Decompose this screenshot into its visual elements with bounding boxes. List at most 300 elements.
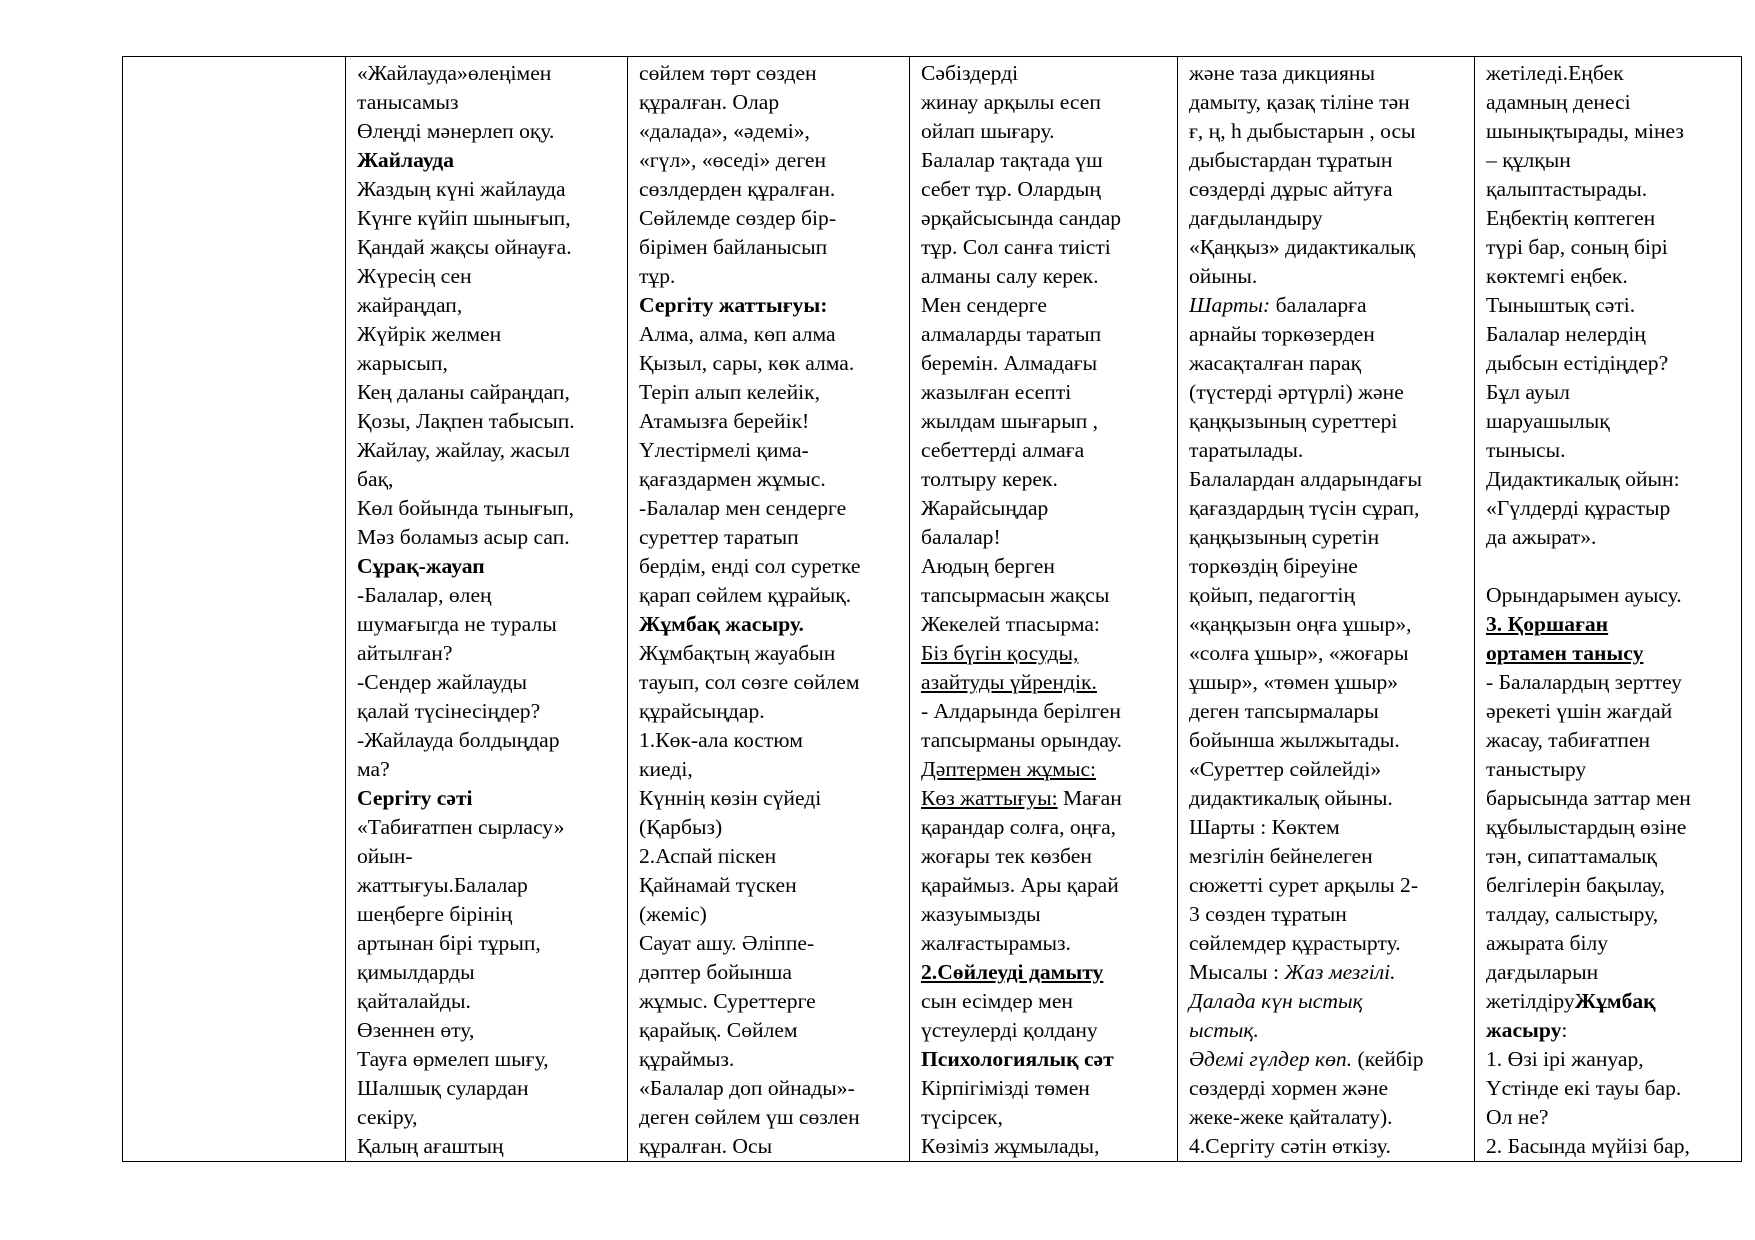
text-segment: жарысып,: [357, 351, 448, 375]
text-line: [357, 929, 623, 958]
text-line: [1486, 378, 1737, 407]
text-line: [639, 1045, 905, 1074]
text-line: [921, 1103, 1173, 1132]
text-line: [639, 755, 905, 784]
text-segment: -Жайлауда болдыңдар: [357, 728, 560, 752]
text-line: [1189, 1045, 1470, 1074]
text-segment: тапсырманы орындау.: [921, 728, 1122, 752]
text-line: [1189, 610, 1470, 639]
text-segment: Үстінде екі тауы бар.: [1486, 1076, 1682, 1100]
text-line: [639, 233, 905, 262]
text-line: [921, 581, 1173, 610]
text-segment: құраймыз.: [639, 1047, 735, 1071]
text-segment: Жүресің сен: [357, 264, 472, 288]
text-segment: 1. Өзі ірі жануар,: [1486, 1047, 1644, 1071]
text-line: [357, 610, 623, 639]
text-line: [1486, 813, 1737, 842]
text-segment: Қалың ағаштың: [357, 1134, 504, 1158]
text-line: [1189, 552, 1470, 581]
text-segment: бірімен байланысып: [639, 235, 828, 259]
text-segment: ғ, ң, һ дыбыстарын , осы: [1189, 119, 1416, 143]
text-segment: Атамызға берейік!: [639, 409, 810, 433]
text-line: [357, 813, 623, 842]
text-line: [639, 291, 905, 320]
text-segment: жасыру: [1486, 1018, 1562, 1042]
text-segment: Жаз мезгілі.: [1284, 960, 1396, 984]
text-line: [921, 320, 1173, 349]
text-segment: Жарайсыңдар: [921, 496, 1049, 520]
text-segment: Сергіту сәті: [357, 786, 473, 810]
text-segment: (түстерді әртүрлі) және: [1189, 380, 1404, 404]
text-segment: сөзлдерден құралған.: [639, 177, 836, 201]
text-line: [639, 552, 905, 581]
text-segment: шеңберге бірінің: [357, 902, 513, 926]
text-segment: бойынша жылжытады.: [1189, 728, 1400, 752]
text-segment: дамыту, қазақ тіліне тән: [1189, 90, 1410, 114]
text-segment: «гүл», «өседі» деген: [639, 148, 827, 172]
text-segment: балалар!: [921, 525, 1001, 549]
text-line: [639, 436, 905, 465]
text-line: [357, 958, 623, 987]
text-line: [1486, 552, 1737, 581]
text-segment: қаңқызының суреттері: [1189, 409, 1398, 433]
text-segment: сөздерді хормен және: [1189, 1076, 1389, 1100]
text-segment: Тауға өрмелеп шығу,: [357, 1047, 549, 1071]
text-line: [1486, 233, 1737, 262]
text-line: [639, 1103, 905, 1132]
text-segment: -Сендер жайлауды: [357, 670, 528, 694]
text-segment: Үлестірмелі қима-: [639, 438, 809, 462]
text-segment: Өзеннен өту,: [357, 1018, 475, 1042]
text-segment: Сәбіздерді: [921, 61, 1019, 85]
text-segment: жасақталған парақ: [1189, 351, 1362, 375]
text-line: [357, 349, 623, 378]
text-segment: деген сөйлем үш сөзлен: [639, 1105, 860, 1129]
text-line: [639, 59, 905, 88]
text-line: [921, 494, 1173, 523]
text-segment: Жайлау, жайлау, жасыл: [357, 438, 570, 462]
text-line: [1189, 813, 1470, 842]
text-segment: көктемгі еңбек.: [1486, 264, 1628, 288]
text-segment: - Балалардың зерттеу: [1486, 670, 1682, 694]
text-line: [1486, 262, 1737, 291]
text-segment: қағаздармен жұмыс.: [639, 467, 826, 491]
text-line: [639, 871, 905, 900]
text-line: [1189, 88, 1470, 117]
text-segment: әрқайсысында сандар: [921, 206, 1122, 230]
text-line: [1486, 842, 1737, 871]
text-line: [357, 494, 623, 523]
text-segment: жазылған есепті: [921, 380, 1072, 404]
text-line: [921, 610, 1173, 639]
text-line: [357, 465, 623, 494]
text-segment: жасау, табиғатпен: [1486, 728, 1651, 752]
text-segment: жазуымызды: [921, 902, 1041, 926]
text-segment: қаңқызының суретін: [1189, 525, 1380, 549]
text-line: [1486, 668, 1737, 697]
text-line: [1189, 146, 1470, 175]
text-segment: құрайсыңдар.: [639, 699, 765, 723]
text-line: [1189, 639, 1470, 668]
text-segment: Күнге күйіп шынығып,: [357, 206, 571, 230]
text-line: [1189, 987, 1470, 1016]
text-segment: Кең даланы сайраңдап,: [357, 380, 570, 404]
text-segment: тұр.: [639, 264, 676, 288]
text-segment: жалғастырамыз.: [921, 931, 1071, 955]
text-line: [1486, 465, 1737, 494]
text-segment: тынысы.: [1486, 438, 1566, 462]
text-line: [357, 726, 623, 755]
text-segment: Бұл ауыл: [1486, 380, 1570, 404]
text-line: [639, 378, 905, 407]
text-line: [639, 929, 905, 958]
text-segment: Далада күн ыстық: [1189, 989, 1363, 1013]
text-line: [639, 958, 905, 987]
text-segment: 2.Сөйлеуді дамыту: [921, 960, 1104, 984]
text-segment: танысамыз: [357, 90, 459, 114]
text-line: [1486, 59, 1737, 88]
text-line: [921, 987, 1173, 1016]
text-line: [357, 871, 623, 900]
text-line: [1189, 1016, 1470, 1045]
text-line: [357, 1074, 623, 1103]
text-line: [921, 1016, 1173, 1045]
text-line: [1189, 262, 1470, 291]
text-line: [639, 523, 905, 552]
text-line: [639, 610, 905, 639]
text-line: [639, 784, 905, 813]
text-segment: азайтуды үйрендік.: [921, 670, 1097, 694]
text-segment: «далада», «әдемі»,: [639, 119, 810, 143]
text-line: [1486, 929, 1737, 958]
text-line: [921, 1074, 1173, 1103]
text-line: [921, 407, 1173, 436]
text-line: [1486, 291, 1737, 320]
text-segment: қалай түсінесіңдер?: [357, 699, 541, 723]
text-line: [921, 871, 1173, 900]
text-segment: дәптер бойынша: [639, 960, 792, 984]
text-line: [1189, 436, 1470, 465]
text-segment: 1.Көк-ала костюм: [639, 728, 803, 752]
text-segment: ойыны.: [1189, 264, 1258, 288]
text-line: [921, 175, 1173, 204]
text-line: [1486, 987, 1737, 1016]
text-line: [921, 784, 1173, 813]
text-line: [639, 494, 905, 523]
text-segment: артынан бірі тұрып,: [357, 931, 541, 955]
text-segment: құралған. Олар: [639, 90, 780, 114]
text-segment: әрекеті үшін жағдай: [1486, 699, 1673, 723]
text-segment: ма?: [357, 757, 390, 781]
text-segment: секіру,: [357, 1105, 418, 1129]
table-cell-col-3: [628, 57, 910, 1162]
text-line: [639, 175, 905, 204]
text-line: [1189, 784, 1470, 813]
text-line: [357, 987, 623, 1016]
text-segment: «Суреттер сөйлейді»: [1189, 757, 1382, 781]
text-line: [1486, 784, 1737, 813]
text-line: [1486, 494, 1737, 523]
text-segment: Жекелей тпасырма:: [921, 612, 1100, 636]
text-line: [639, 1132, 905, 1161]
text-segment: «қаңқызын оңға ұшыр»,: [1189, 612, 1412, 636]
text-line: [921, 639, 1173, 668]
text-line: [1486, 175, 1737, 204]
text-line: [921, 436, 1173, 465]
text-line: [921, 958, 1173, 987]
text-line: [1486, 958, 1737, 987]
text-segment: жинау арқылы есеп: [921, 90, 1101, 114]
text-segment: шынықтырады, мінез: [1486, 119, 1684, 143]
text-line: [357, 320, 623, 349]
text-line: [639, 262, 905, 291]
text-segment: дыбыстардан тұратын: [1189, 148, 1393, 172]
text-line: [1189, 117, 1470, 146]
text-segment: барысында заттар мен: [1486, 786, 1691, 810]
text-segment: Қызыл, сары, көк алма.: [639, 351, 855, 375]
text-line: [1189, 1103, 1470, 1132]
text-segment: Күннің көзін сүйеді: [639, 786, 822, 810]
text-segment: (Қарбыз): [639, 815, 723, 839]
text-segment: адамның денесі: [1486, 90, 1631, 114]
text-segment: Мен сендерге: [921, 293, 1047, 317]
text-line: [921, 1045, 1173, 1074]
text-segment: үстеулерді қолдану: [921, 1018, 1098, 1042]
text-segment: белгілерін бақылау,: [1486, 873, 1665, 897]
text-segment: Қозы, Лақпен табысып.: [357, 409, 575, 433]
text-segment: тұр. Сол санға тиісті: [921, 235, 1111, 259]
text-line: [1189, 378, 1470, 407]
text-line: [357, 1016, 623, 1045]
text-line: [921, 117, 1173, 146]
text-line: [921, 465, 1173, 494]
text-segment: ойын-: [357, 844, 413, 868]
text-line: [921, 755, 1173, 784]
text-line: [1486, 523, 1737, 552]
text-line: [921, 523, 1173, 552]
text-line: [1189, 407, 1470, 436]
text-segment: ажырата білу: [1486, 931, 1609, 955]
text-segment: Сергіту жаттығуы:: [639, 293, 828, 317]
text-line: [357, 175, 623, 204]
text-segment: Сөйлемде сөздер бір-: [639, 206, 837, 230]
text-line: [921, 552, 1173, 581]
text-segment: тән, сипаттамалық: [1486, 844, 1657, 868]
text-line: [1189, 668, 1470, 697]
text-segment: -Балалар мен сендерге: [639, 496, 847, 520]
text-line: [357, 842, 623, 871]
text-line: [1189, 900, 1470, 929]
text-segment: сөйлемдер құрастырту.: [1189, 931, 1401, 955]
text-segment: Жұмбақтың жауабын: [639, 641, 836, 665]
text-segment: Біз бүгін қосуды,: [921, 641, 1079, 665]
text-segment: – құлқын: [1486, 148, 1571, 172]
text-segment: 2. Басында мүйізі бар,: [1486, 1134, 1690, 1158]
table-cell-col-1: [123, 57, 346, 1162]
text-segment: бердім, енді сол суретке: [639, 554, 861, 578]
text-line: [1189, 233, 1470, 262]
text-segment: жеке-жеке қайталату).: [1189, 1105, 1393, 1129]
text-segment: 3. Қоршаған: [1486, 612, 1609, 636]
table-cell-col-5: [1178, 57, 1475, 1162]
text-line: [357, 204, 623, 233]
text-line: [921, 842, 1173, 871]
text-segment: «Табиғатпен сырласу»: [357, 815, 565, 839]
text-segment: сөйлем төрт сөзден: [639, 61, 817, 85]
text-line: [1486, 204, 1737, 233]
text-segment: жоғары тек көзбен: [921, 844, 1092, 868]
text-line: [639, 88, 905, 117]
text-segment: (кейбір: [1352, 1047, 1424, 1071]
lesson-plan-table: [122, 56, 1742, 1162]
text-line: [1486, 755, 1737, 784]
text-line: [1486, 610, 1737, 639]
text-segment: және таза дикцияны: [1189, 61, 1375, 85]
text-segment: бақ,: [357, 467, 394, 491]
text-line: [1486, 697, 1737, 726]
text-line: [357, 639, 623, 668]
text-line: [639, 813, 905, 842]
text-segment: Шарты : Көктем: [1189, 815, 1340, 839]
text-line: [639, 349, 905, 378]
text-line: [1486, 146, 1737, 175]
text-line: [639, 900, 905, 929]
text-segment: арнайы торкөзерден: [1189, 322, 1375, 346]
text-segment: қарап сөйлем құрайық.: [639, 583, 852, 607]
text-segment: жетілдіру: [1486, 989, 1575, 1013]
text-segment: - Алдарында берілген: [921, 699, 1121, 723]
text-segment: Жұмбақ: [1574, 989, 1656, 1013]
text-line: [1189, 59, 1470, 88]
text-segment: құбылыстардың өзіне: [1486, 815, 1687, 839]
text-segment: мезгілін бейнелеген: [1189, 844, 1373, 868]
text-segment: Қандай жақсы ойнауға.: [357, 235, 572, 259]
text-segment: қараймыз. Ары қарай: [921, 873, 1119, 897]
text-segment: дидактикалық ойыны.: [1189, 786, 1393, 810]
text-line: [1189, 465, 1470, 494]
text-line: [357, 900, 623, 929]
table-cell-col-2: [346, 57, 628, 1162]
text-line: [1486, 581, 1737, 610]
text-segment: айтылған?: [357, 641, 453, 665]
text-line: [1189, 958, 1470, 987]
text-segment: Мысалы :: [1189, 960, 1285, 984]
text-segment: Еңбектің көптеген: [1486, 206, 1656, 230]
text-line: [357, 291, 623, 320]
text-line: [357, 59, 623, 88]
text-segment: себет тұр. Олардың: [921, 177, 1101, 201]
text-segment: :: [1561, 1018, 1568, 1042]
text-segment: «Жайлауда»өлеңімен: [357, 61, 552, 85]
text-line: [921, 349, 1173, 378]
text-line: [357, 233, 623, 262]
text-line: [1486, 1074, 1737, 1103]
text-line: [1486, 1016, 1737, 1045]
text-segment: торкөздің біреуіне: [1189, 554, 1358, 578]
text-segment: Сауат ашу. Әліппе-: [639, 931, 815, 955]
text-segment: дағдыландыру: [1189, 206, 1323, 230]
text-line: [357, 755, 623, 784]
text-segment: жетіледі.Еңбек: [1486, 61, 1624, 85]
text-segment: Көзіміз жұмылады,: [921, 1134, 1100, 1158]
text-segment: ұшыр», «төмен ұшыр»: [1189, 670, 1399, 694]
text-line: [357, 1045, 623, 1074]
text-segment: деген тапсырмалары: [1189, 699, 1379, 723]
text-line: [357, 88, 623, 117]
text-line: [357, 117, 623, 146]
text-line: [921, 146, 1173, 175]
text-line: [1189, 1132, 1470, 1161]
text-segment: Балалар тақтада үш: [921, 148, 1103, 172]
text-line: [1189, 175, 1470, 204]
text-segment: 2.Аспай піскен: [639, 844, 777, 868]
text-line: [921, 697, 1173, 726]
text-segment: Орындарымен ауысу.: [1486, 583, 1682, 607]
text-segment: киеді,: [639, 757, 693, 781]
text-segment: қарайық. Сөйлем: [639, 1018, 798, 1042]
text-line: [1486, 407, 1737, 436]
text-segment: «солға ұшыр», «жоғары: [1189, 641, 1409, 665]
text-line: [1189, 523, 1470, 552]
text-line: [1189, 204, 1470, 233]
text-line: [357, 146, 623, 175]
text-line: [357, 407, 623, 436]
text-segment: тауып, сол сөзге сөйлем: [639, 670, 860, 694]
text-line: [1486, 900, 1737, 929]
text-segment: Маған: [1057, 786, 1122, 810]
table-cell-col-6: [1475, 57, 1742, 1162]
text-segment: толтыру керек.: [921, 467, 1058, 491]
text-segment: Алма, алма, көп алма: [639, 322, 836, 346]
text-segment: Әдемі гүлдер көп.: [1189, 1047, 1353, 1071]
text-line: [1189, 494, 1470, 523]
text-line: [1189, 581, 1470, 610]
text-segment: түсірсек,: [921, 1105, 1003, 1129]
text-line: [639, 581, 905, 610]
text-segment: Қайнамай түскен: [639, 873, 797, 897]
text-line: [1189, 291, 1470, 320]
text-segment: түрі бар, соның бірі: [1486, 235, 1668, 259]
text-segment: беремін. Алмадағы: [921, 351, 1098, 375]
text-line: [357, 436, 623, 465]
text-line: [1189, 349, 1470, 378]
text-segment: жылдам шығарып ,: [921, 409, 1099, 433]
text-segment: дыбсын естідіңдер?: [1486, 351, 1669, 375]
text-line: [1486, 1103, 1737, 1132]
text-line: [921, 813, 1173, 842]
text-line: [357, 668, 623, 697]
text-line: [639, 697, 905, 726]
text-line: [921, 378, 1173, 407]
text-segment: Балалардан алдарындағы: [1189, 467, 1423, 491]
text-segment: қимылдарды: [357, 960, 475, 984]
text-segment: ыстық.: [1189, 1018, 1259, 1042]
text-segment: Өлеңді мәнерлеп оқу.: [357, 119, 555, 143]
text-segment: жаттығуы.Балалар: [357, 873, 528, 897]
text-line: [357, 784, 623, 813]
text-segment: 4.Сергіту сәтін өткізу.: [1189, 1134, 1391, 1158]
text-line: [639, 1016, 905, 1045]
text-segment: да ажырат».: [1486, 525, 1597, 549]
text-segment: сюжетті сурет арқылы 2-: [1189, 873, 1419, 897]
text-segment: дағдыларын: [1486, 960, 1599, 984]
text-line: [921, 88, 1173, 117]
text-line: [1486, 349, 1737, 378]
text-segment: Жүйрік желмен: [357, 322, 502, 346]
text-segment: Теріп алып келейік,: [639, 380, 821, 404]
text-segment: Кірпігімізді төмен: [921, 1076, 1090, 1100]
text-segment: алманы салу керек.: [921, 264, 1099, 288]
